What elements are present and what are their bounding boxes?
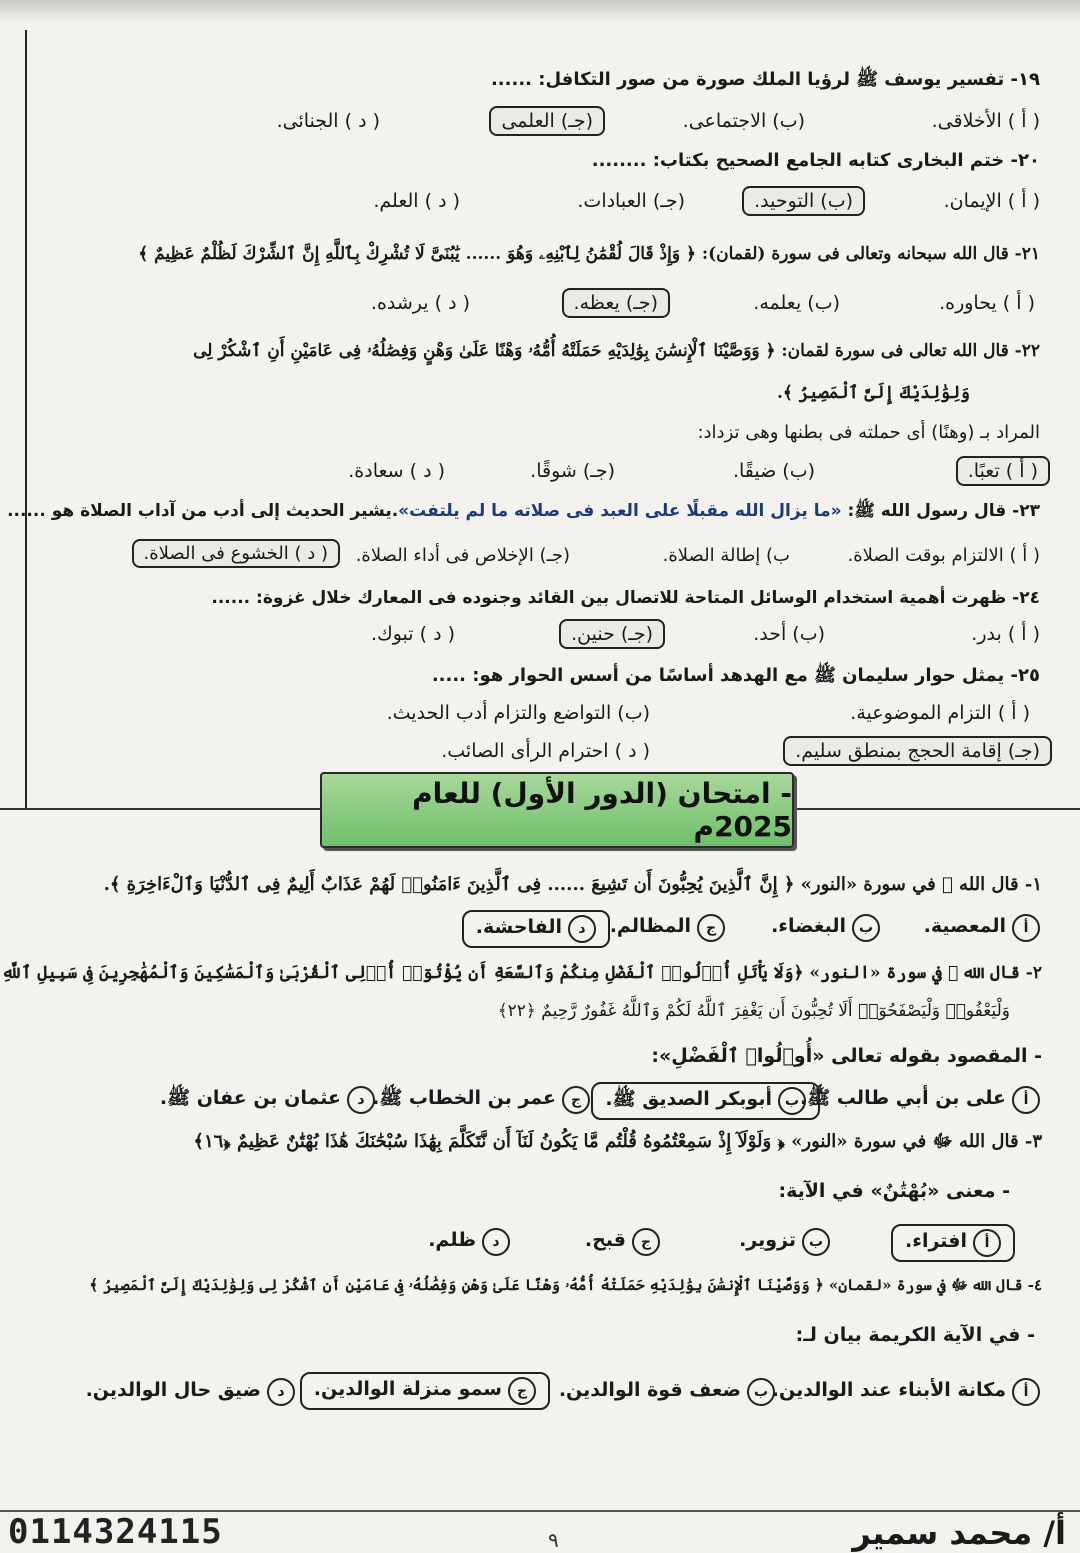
option [160,1086,375,1114]
option-answer [891,1224,1015,1262]
option [924,914,1040,942]
option: (ب) أحد. [753,623,825,645]
letter-circle: ج [632,1228,660,1256]
letter-circle: ب [747,1378,775,1406]
option: (ب) يعلمه. [753,292,840,314]
option-answer [591,1082,820,1120]
option [372,1086,590,1114]
option: ( أ ) الالتزام بوقت الصلاة. [847,545,1040,566]
s2-question-3-stem: - معنى «بُهْتَٰنٌ» في الآية: [778,1180,1010,1202]
option-answer: ( د ) الخشوع فى الصلاة. [132,539,340,568]
letter-circle: أ [1012,1086,1040,1114]
s2-question-2: ٢- قال الله ﷻ في سورة «النور» ﴿وَلَا يَأْتَلِ أُو۟لُوا۟ ٱلْفَضْلِ مِنكُمْ وَٱلسَّعَةِ أَن يُؤْتُوٓا۟ أُو۟لِى ٱلْقُرْبَىٰ وَٱلْمَسَٰكِينَ وَٱلْمُهَٰجِرِينَ فِى سَبِيلِ ٱللَّهِ [1,963,1042,983]
letter-circle: أ [1012,914,1040,942]
option-text: عثمان بن عفان ﷺ. [159,1087,341,1109]
option [610,914,725,942]
letter-circle: ب [852,914,880,942]
question-20: ٢٠- ختم البخارى كتابه الجامع الصحيح بكتاب: ........ [591,150,1040,171]
option [772,1378,1040,1406]
option [428,1228,510,1256]
option [86,1378,295,1406]
option: (جـ) العبادات. [577,190,685,212]
option-answer: ( أ ) تعبًا. [956,456,1050,486]
option-text: مكانة الأبناء عند الوالدين. [771,1379,1006,1401]
option-text: افتراء. [905,1230,967,1252]
letter-circle: ب [778,1087,806,1115]
option: (جـ) شوقًا. [530,460,615,482]
option [800,1086,1040,1114]
option-text: البغضاء. [771,915,846,937]
letter-circle: أ [1012,1378,1040,1406]
option: (ب) ضيقًا. [732,460,815,482]
option: ( أ ) يحاوره. [939,292,1035,314]
option-text: المعصية. [923,915,1006,937]
question-21: ٢١- قال الله سبحانه وتعالى فى سورة (لقمان): ﴿ وَإِذْ قَالَ لُقْمَٰنُ لِٱبْنِهِۦ وَهُوَ ...... يَٰبُنَىَّ لَا تُشْرِكْ بِٱللَّهِ إِنَّ ٱلشِّرْكَ لَظُلْمٌ عَظِيمٌ ﴾ [138,244,1040,264]
page-number: ٩ [548,1528,559,1552]
option-text: المظالم. [609,915,691,937]
question-19: ١٩- تفسير يوسف ﷺ لرؤيا الملك صورة من صور التكافل: ...... [490,69,1040,90]
option: (ب) التواضع والتزام أدب الحديث. [386,702,650,724]
option: ( د ) احترام الرأى الصائب. [441,740,650,762]
letter-circle: ج [697,914,725,942]
letter-circle: د [482,1228,510,1256]
letter-circle: د [347,1086,375,1114]
option: ( د ) العلم. [373,190,460,212]
option: ( د ) الجنائى. [276,110,380,132]
option-answer: (جـ) العلمى [489,106,605,136]
option [585,1228,660,1256]
letter-circle: ج [562,1086,590,1114]
question-24: ٢٤- ظهرت أهمية استخدام الوسائل المتاحة للاتصال بين القائد وجنوده فى المعارك خلال غزوة: ...... [211,588,1040,608]
option-text: على بن أبي طالب ﷺ. [800,1087,1006,1109]
option-text: أبوبكر الصديق ﷺ. [605,1088,772,1110]
option: ب) إطالة الصلاة. [662,545,790,566]
option: ( أ ) الأخلاقى. [931,110,1040,132]
s2-question-3: ٣- قال الله ﷻ في سورة «النور» ﴿ وَلَوْلَآ إِذْ سَمِعْتُمُوهُ قُلْتُم مَّا يَكُونُ لَنَآ أَن نَّتَكَلَّمَ بِهَٰذَا سُبْحَٰنَكَ هَٰذَا بُهْتَٰنٌ عَظِيمٌ ﴿١٦﴾ [193,1131,1042,1152]
letter-circle: د [568,915,596,943]
option: ( أ ) الإيمان. [943,190,1040,212]
option-answer: (جـ) يعظه. [562,288,670,318]
s2-question-2-stem: - المقصود بقوله تعالى «أُو۟لُوا۟ ٱلْفَضْلِ»: [651,1045,1042,1067]
option-text: ظلم. [428,1229,476,1251]
s2-question-4: ٤- قال الله ﷻ في سورة «لقمان» ﴿ وَوَصَّيْنَا ٱلْإِنسَٰنَ بِوَٰلِدَيْهِ حَمَلَتْهُ أُمُّهُۥ وَهْنًا عَلَىٰ وَهْنٍ وَفِصَٰلُهُۥ فِى عَامَيْنِ أَنِ ٱشْكُرْ لِى وَلِوَٰلِدَيْكَ إِلَىَّ ٱلْمَصِيرُ ﴾ [89,1276,1042,1294]
option-text: سمو منزلة الوالدين. [313,1378,502,1400]
question-22-cont: وَلِوَٰلِدَيْكَ إِلَىَّ ٱلْمَصِيرُ ﴾. [776,383,970,403]
letter-circle: ب [802,1228,830,1256]
option-answer [462,910,610,948]
question-23-prefix: ٢٣- قال رسول الله ﷺ: [841,501,1040,521]
option: ( د ) تبوك. [371,623,455,645]
option: ( أ ) التزام الموضوعية. [850,702,1030,724]
question-25: ٢٥- يمثل حوار سليمان ﷺ مع الهدهد أساسًا من أسس الحوار هو: ..... [431,665,1040,686]
option-text: الفاحشة. [475,916,562,938]
option: ( د ) يرشده. [370,292,470,314]
option: (ب) الاجتماعى. [682,110,805,132]
option-text: قبح. [584,1229,626,1251]
option-answer: (جـ) حنين. [559,619,665,649]
footer-phone: 0114324115 [8,1512,223,1552]
option-answer [300,1372,550,1410]
s2-question-1: ١- قال الله ﷻ في سورة «النور» ﴿ إِنَّ ٱلَّذِينَ يُحِبُّونَ أَن تَشِيعَ ...... فِى ٱلَّذِينَ ءَامَنُوا۟ لَهُمْ عَذَابٌ أَلِيمٌ فِى ٱلدُّنْيَا وَٱلْءَاخِرَةِ ﴾. [103,874,1042,895]
s2-question-4-stem: - في الآية الكريمة بيان لـ: [795,1324,1035,1346]
option [771,914,880,942]
option: ( د ) سعادة. [348,460,445,482]
hadith-text: «ما يزال الله مقبلًا على العبد فى صلاته ما لم يلتفت» [398,501,842,521]
option: (جـ) الإخلاص فى أداء الصلاة. [355,545,570,566]
footer-author: أ/ محمد سمير [852,1514,1066,1552]
s2-question-2-cont: وَلْيَعْفُوا۟ وَلْيَصْفَحُوٓا۟ أَلَا تُحِبُّونَ أَن يَغْفِرَ ٱللَّهُ لَكُمْ وَٱللَّهُ غَفُورٌ رَّحِيمٌ ﴿٢٢﴾ [497,1001,1010,1021]
option-text: عمر بن الخطاب ﷺ. [372,1087,556,1109]
option-text: ضيق حال الوالدين. [85,1379,261,1401]
letter-circle: أ [973,1229,1001,1257]
option-answer: (ب) التوحيد. [742,186,865,216]
question-22: ٢٢- قال الله تعالى فى سورة لقمان: ﴿ وَوَصَّيْنَا ٱلْإِنسَٰنَ بِوَٰلِدَيْهِ حَمَلَتْهُ أُمُّهُۥ وَهْنًا عَلَىٰ وَهْنٍ وَفِصَٰلُهُۥ فِى عَامَيْنِ أَنِ ٱشْكُرْ لِى [193,341,1040,361]
exam-banner: - امتحان (الدور الأول) للعام 2025م [320,772,794,848]
option [559,1378,775,1406]
option-text: تزوير. [739,1229,796,1251]
letter-circle: ج [508,1377,536,1405]
letter-circle: د [267,1378,295,1406]
option-answer: (جـ) إقامة الحجج بمنطق سليم. [783,736,1052,766]
option-text: ضعف قوة الوالدين. [558,1379,741,1401]
question-23-suffix: .يشير الحديث إلى أدب من آداب الصلاة هو ...... [7,501,399,521]
option: ( أ ) بدر. [971,623,1040,645]
option [739,1228,830,1256]
question-22-stem: المراد بـ (وهنًا) أى حملته فى بطنها وهى تزداد: [697,422,1040,443]
